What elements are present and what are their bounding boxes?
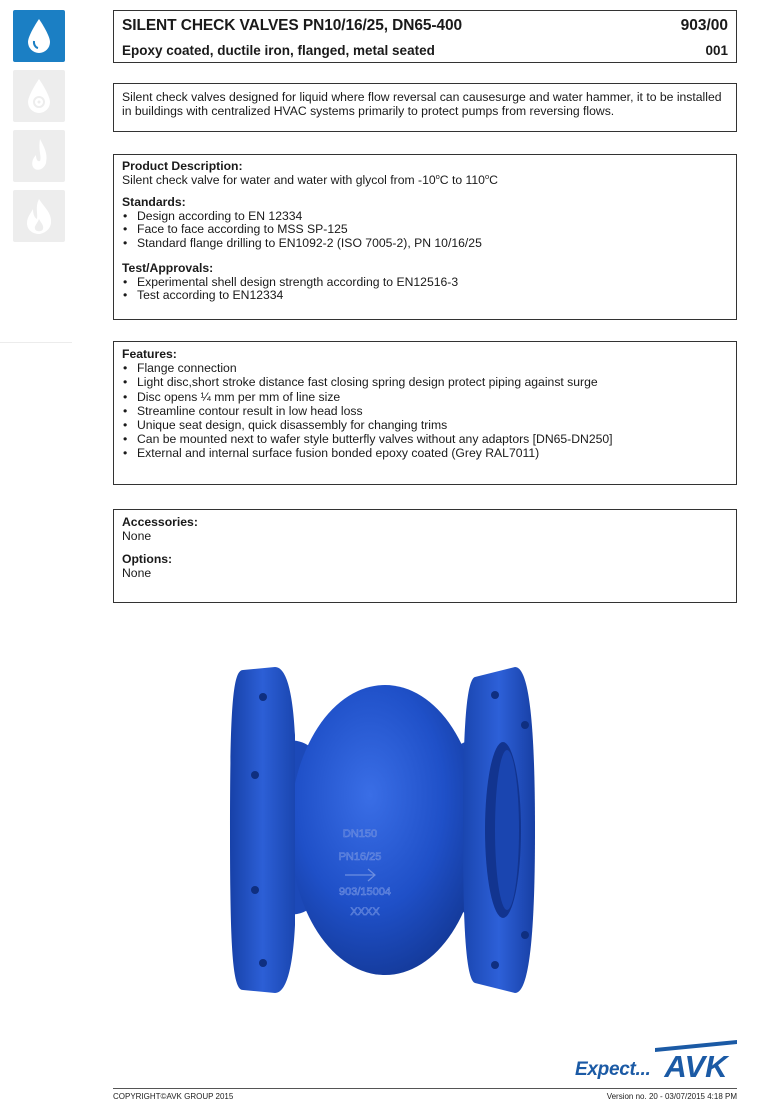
list-item: • Flange connection	[122, 361, 728, 375]
marking-text: DN150	[342, 828, 378, 840]
list-item: • Unique seat design, quick disassembly for changing trims	[122, 418, 728, 432]
variant-code: 001	[705, 43, 728, 58]
marking-text: PN16/25	[338, 851, 382, 863]
test-approvals-title: Test/Approvals:	[122, 261, 214, 275]
gas-drop-icon[interactable]	[13, 70, 65, 122]
list-item: • Streamline contour result in low head loss	[122, 404, 728, 418]
description-box	[113, 154, 737, 320]
page-title: SILENT CHECK VALVES PN10/16/25, DN65-400	[122, 17, 462, 34]
header-box	[113, 10, 737, 63]
options-value: None	[122, 566, 152, 580]
list-item: • Standard flange drilling to EN1092-2 (ISO 7005-2), PN 10/16/25	[122, 237, 728, 251]
water-drop-icon[interactable]	[13, 10, 65, 62]
features-title: Features:	[122, 347, 177, 361]
svg-text:AVK: AVK	[664, 1049, 728, 1080]
copyright: COPYRIGHT©AVK GROUP 2015	[113, 1092, 234, 1101]
footer-divider	[113, 1088, 737, 1089]
intro-box	[113, 83, 737, 132]
valve-product-image	[225, 655, 545, 1000]
list-item: • Test according to EN12334	[122, 289, 728, 303]
list-item: • Disc opens ¼ mm per mm of line size	[122, 390, 728, 404]
page-subtitle: Epoxy coated, ductile iron, flanged, metal seated	[122, 43, 435, 58]
brand-slogan: Expect...	[575, 1059, 651, 1080]
list-item: • External and internal surface fusion bonded epoxy coated (Grey RAL7011)	[122, 446, 728, 460]
features-box	[113, 341, 737, 485]
test-approvals-list	[122, 276, 728, 303]
accessories-box	[113, 509, 737, 603]
product-description-text: Silent check valve for water and water with glycol from -10$^o$C to 110$^o$C	[122, 171, 498, 187]
marking-text: XXXX	[350, 906, 380, 918]
list-item: • Face to face according to MSS SP-125	[122, 223, 728, 237]
avk-logo-icon	[655, 1040, 737, 1080]
standards-list	[122, 210, 728, 251]
list-item: • Design according to EN 12334	[122, 210, 728, 224]
intro-text: Silent check valves designed for liquid where flow reversal can causesurge and water hammer, it to be installed in buildings with centralized HVAC systems primarily to protect pumps from reversing flows.	[122, 90, 722, 118]
list-item: • Light disc,short stroke distance fast closing spring design protect piping against surge	[122, 375, 728, 389]
brand-logo	[575, 1040, 737, 1084]
standards-title: Standards:	[122, 195, 186, 209]
features-list	[122, 361, 728, 460]
list-item: • Experimental shell design strength according to EN12516-3	[122, 276, 728, 290]
sidebar-divider	[0, 342, 72, 343]
fire-icon[interactable]	[13, 190, 65, 242]
marking-text: 903/15004	[339, 886, 391, 898]
version-info: Version no. 20 - 03/07/2015 4:18 PM	[606, 1092, 737, 1101]
list-item: • Can be mounted next to wafer style butterfly valves without any adaptors [DN65-DN250]	[122, 432, 728, 446]
accessories-title: Accessories:	[122, 515, 198, 529]
product-code: 903/00	[680, 17, 728, 34]
flame-icon[interactable]	[13, 130, 65, 182]
accessories-value: None	[122, 529, 152, 543]
product-description-title: Product Description:	[122, 159, 243, 173]
options-title: Options:	[122, 552, 173, 566]
